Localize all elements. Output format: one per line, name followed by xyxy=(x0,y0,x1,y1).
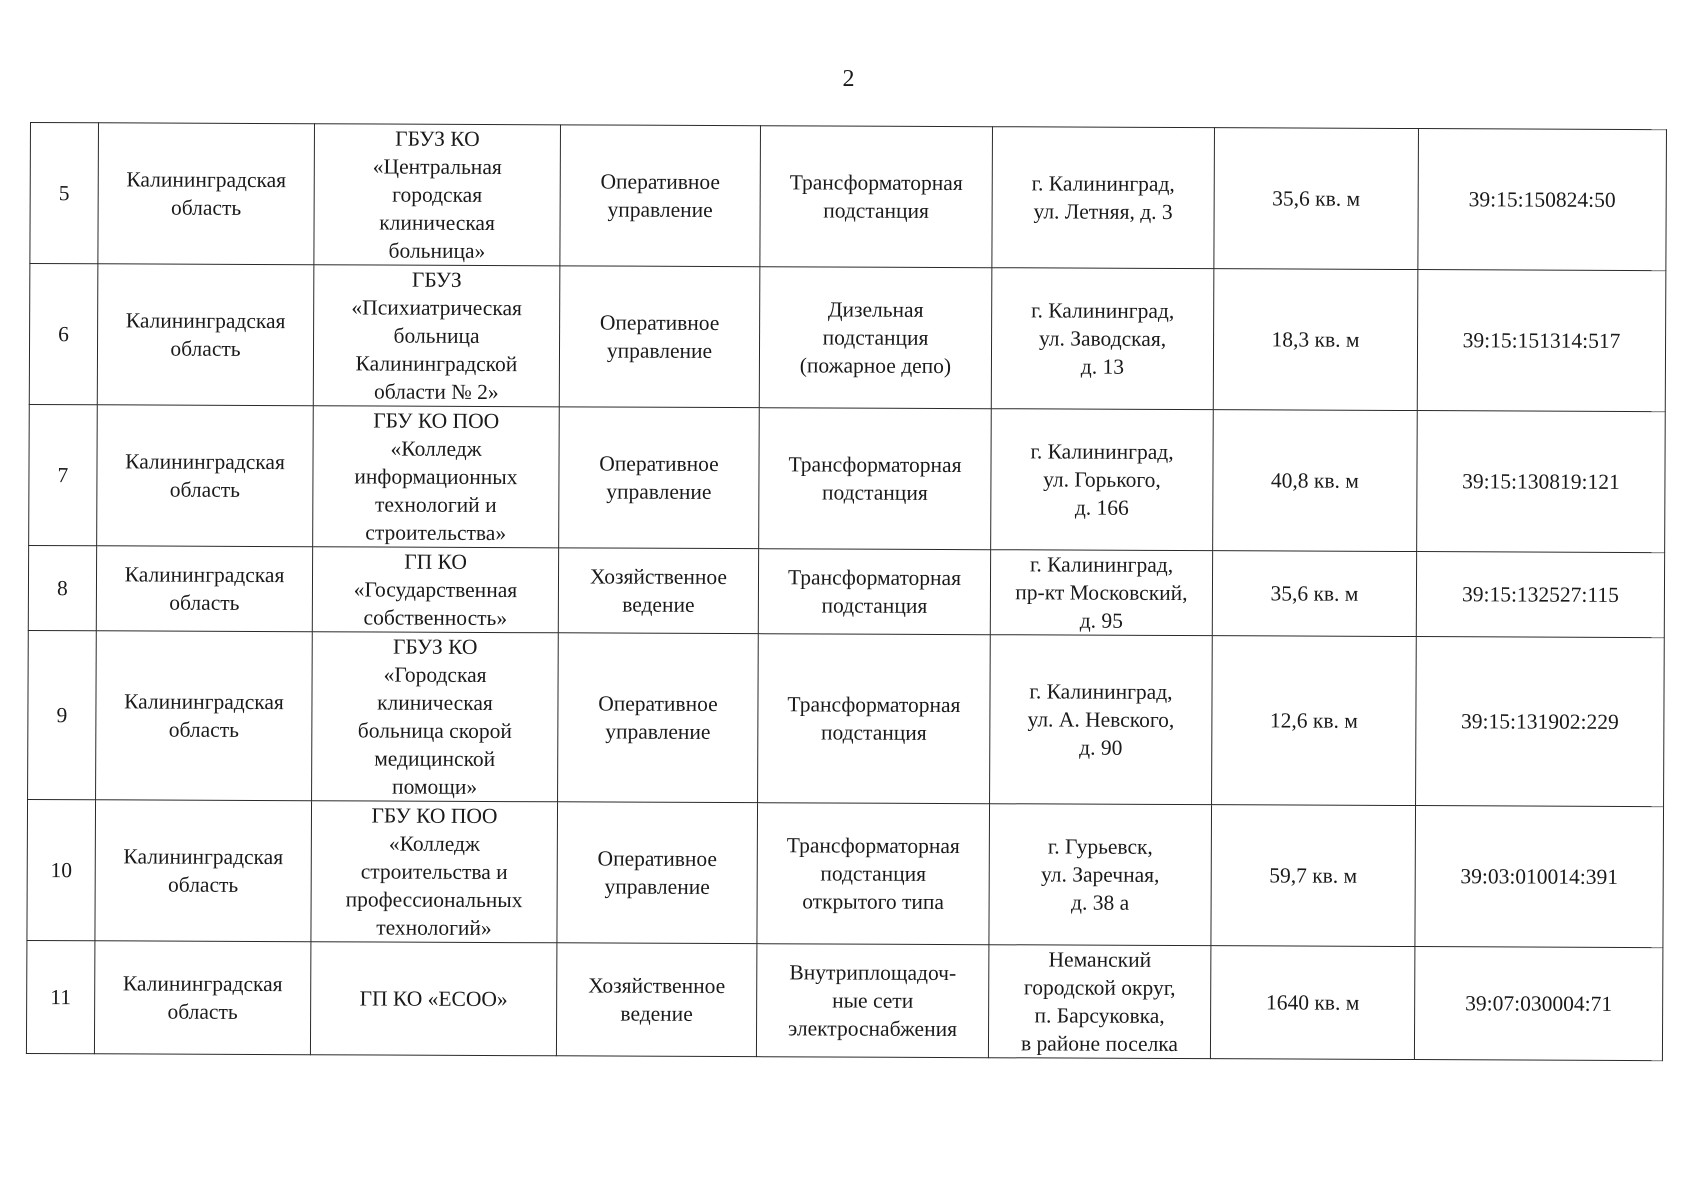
cell-right-type: Оперативное управление xyxy=(558,633,759,803)
table-row xyxy=(27,799,1664,947)
cell-cadastral-number: 39:15:151314:517 xyxy=(1417,270,1666,412)
cell-address: г. Гурьевск, ул. Заречная, д. 38 а xyxy=(989,804,1212,946)
cell-rights-holder: ГП КО «ЕСОО» xyxy=(310,942,556,1056)
cell-right-type: Оперативное управление xyxy=(559,407,760,549)
cell-cadastral-number: 39:15:130819:121 xyxy=(1417,411,1666,553)
cell-row-number: 11 xyxy=(26,940,94,1053)
cell-address: г. Калининград, ул. А. Невского, д. 90 xyxy=(990,635,1213,805)
cell-address: г. Калининград, ул. Горького, д. 166 xyxy=(991,409,1214,551)
cell-area: 1640 кв. м xyxy=(1210,946,1414,1060)
cell-object-name: Трансформаторная подстанция xyxy=(758,549,990,635)
cell-area: 18,3 кв. м xyxy=(1213,269,1418,411)
cell-cadastral-number: 39:15:150824:50 xyxy=(1418,129,1667,271)
cell-address: г. Калининград, пр-кт Московский, д. 95 xyxy=(990,550,1212,636)
cell-object-name: Дизельная подстанция (пожарное депо) xyxy=(759,267,992,409)
cell-row-number: 6 xyxy=(29,264,98,405)
cell-address: г. Калининград, ул. Летняя, д. 3 xyxy=(992,127,1215,269)
cell-object-name: Трансформаторная подстанция открытого типа xyxy=(757,803,990,945)
table-row xyxy=(29,264,1666,412)
cell-rights-holder: ГБУ КО ПОО «Колледж информационных технологий и строительства» xyxy=(313,406,560,548)
cell-area: 59,7 кв. м xyxy=(1211,805,1416,947)
cell-row-number: 5 xyxy=(30,123,99,264)
cell-region: Калининградская область xyxy=(96,546,312,632)
table-row xyxy=(28,545,1664,637)
table-body xyxy=(26,123,1666,1061)
cell-region: Калининградская область xyxy=(94,941,310,1055)
cell-cadastral-number: 39:15:132527:115 xyxy=(1416,552,1664,638)
table-row xyxy=(29,404,1666,552)
cell-cadastral-number: 39:03:010014:391 xyxy=(1415,806,1664,948)
cell-row-number: 7 xyxy=(29,404,98,545)
table-row xyxy=(28,630,1665,806)
cell-row-number: 9 xyxy=(28,630,97,799)
cell-cadastral-number: 39:15:131902:229 xyxy=(1416,637,1665,807)
property-table xyxy=(26,122,1667,1061)
cell-object-name: Трансформаторная подстанция xyxy=(759,408,992,550)
cell-right-type: Оперативное управление xyxy=(560,125,761,267)
cell-rights-holder: ГБУЗ КО «Центральная городская клиническая больница» xyxy=(314,124,561,266)
cell-rights-holder: ГБУ КО ПОО «Колледж строительства и профессиональных технологий» xyxy=(311,801,558,943)
cell-address: г. Калининград, ул. Заводская, д. 13 xyxy=(991,268,1214,410)
cell-rights-holder: ГБУЗ «Психиатрическая больница Калининградской области № 2» xyxy=(313,265,560,407)
cell-rights-holder: ГБУЗ КО «Городская клиническая больница скорой медицинской помощи» xyxy=(312,632,559,802)
cell-row-number: 10 xyxy=(27,799,96,940)
cell-area: 35,6 кв. м xyxy=(1214,128,1419,270)
cell-region: Калининградская область xyxy=(98,123,315,265)
table-row xyxy=(26,940,1662,1060)
cell-region: Калининградская область xyxy=(95,800,312,942)
cell-region: Калининградская область xyxy=(96,631,313,801)
cell-object-name: Внутриплощадоч- ные сети электроснабжения xyxy=(756,944,988,1058)
cell-object-name: Трансформаторная подстанция xyxy=(758,634,991,804)
cell-area: 12,6 кв. м xyxy=(1212,636,1417,806)
cell-region: Калининградская область xyxy=(97,264,314,406)
cell-region: Калининградская область xyxy=(97,405,314,547)
cell-right-type: Оперативное управление xyxy=(557,802,758,944)
table-row xyxy=(30,123,1667,271)
cell-right-type: Хозяйственное ведение xyxy=(558,548,758,634)
page-number: 2 xyxy=(842,66,855,92)
cell-object-name: Трансформаторная подстанция xyxy=(760,126,993,268)
cell-area: 35,6 кв. м xyxy=(1212,551,1416,637)
cell-right-type: Оперативное управление xyxy=(559,266,760,408)
cell-area: 40,8 кв. м xyxy=(1213,410,1418,552)
cell-address: Неманский городской округ, п. Барсуковка, в районе поселка xyxy=(988,945,1210,1059)
cell-row-number: 8 xyxy=(28,545,96,630)
cell-cadastral-number: 39:07:030004:71 xyxy=(1414,947,1662,1061)
cell-rights-holder: ГП КО «Государственная собственность» xyxy=(312,547,558,633)
cell-right-type: Хозяйственное ведение xyxy=(556,943,756,1057)
